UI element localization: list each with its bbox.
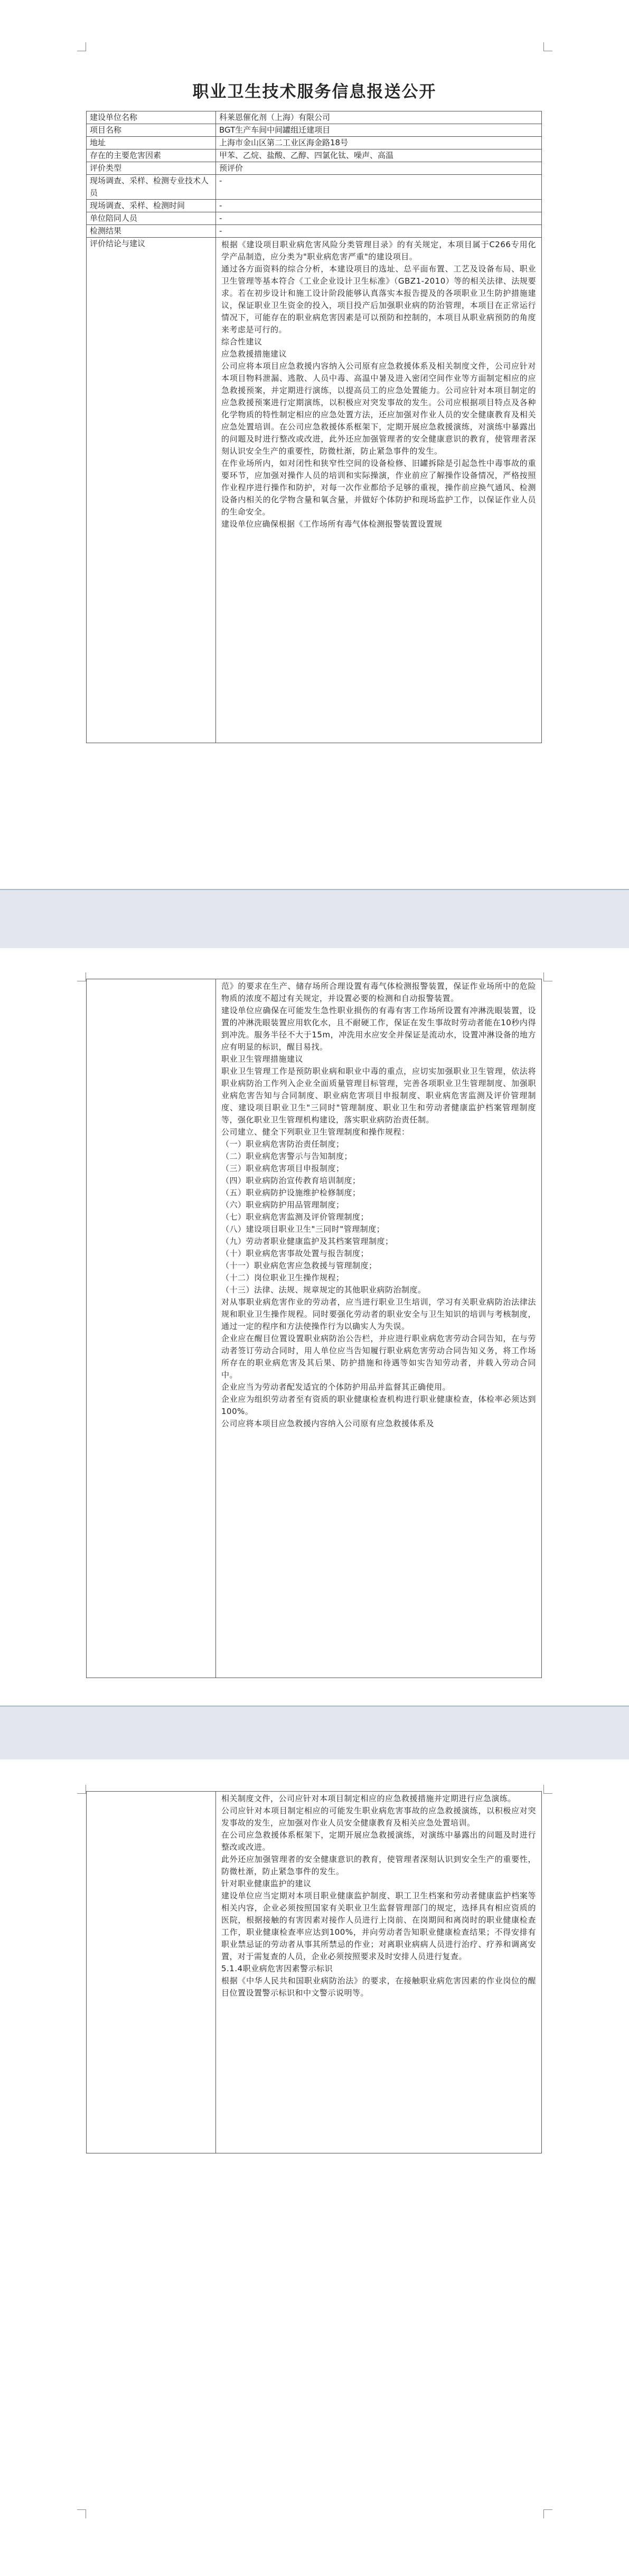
- info-value: -: [216, 200, 542, 212]
- conclusion-paragraph: （十二）岗位职业卫生操作规程；: [221, 1273, 344, 1282]
- info-value: 科莱恩催化剂（上海）有限公司: [216, 111, 542, 124]
- info-table: [86, 111, 542, 743]
- conclusion-paragraph: （三）职业病危害项目申报制度；: [221, 1164, 344, 1173]
- conclusion-paragraph: 建设单位应确保在可能发生急性职业损伤的有毒有害工作场所设置有冲淋洗眼装置，设置的冲淋洗眼装置应用软化水，且不耐硬工作，保证在发生事故时劳动者能在10秒内得到冲洗。服务半径不大于15m，冲洗用水应安全并保证是流动水，设置冲淋设备的地方应有明显的标识，醒目易找。: [221, 1006, 536, 1052]
- conclusion-paragraph: （二）职业病危害警示与告知制度；: [221, 1151, 353, 1161]
- conclusion-paragraph: 在公司应急救援体系框架下，定期开展应急救援演练，对演练中暴露出的问题及时进行整改或改进。: [221, 1830, 536, 1852]
- conclusion-paragraph: 根据《建设项目职业病危害风险分类管理目录》的有关规定，本项目属于C266专用化学产品制造，应分类为"职业病危害严重"的建设项目。: [221, 240, 536, 261]
- continuation-table-page-3: [86, 1791, 542, 2153]
- conclusion-paragraph: 建设单位应确保根据《工作场所有毒气体检测报警装置设置规: [221, 519, 443, 529]
- info-label: 存在的主要危害因素: [87, 149, 216, 162]
- info-value: 上海市金山区第二工业区海金路18号: [216, 137, 542, 149]
- conclusion-paragraph: （五）职业病防护设施维护检修制度；: [221, 1188, 361, 1197]
- info-label: 建设单位名称: [87, 111, 216, 124]
- conclusion-paragraph: 公司应将本项目应急救援内容纳入公司原有应急救援体系及相关制度文件，公司应针对本项目物料泄漏、逃散、人员中毒、高温中暑及进入密闭空间作业等方面制定相应的应急救援预案，并定期进行演练，以提高员工的应急处置能力。公司应针对本项目制定的应急救援预案进行定期演练，以积极应对突发事故的发生。公司应根据项目特点及各种化学物质的特性制定相应的应急处置方法，还应加强对作业人员的安全健康教育及相关应急处置培训。在公司应急救援体系框架下，定期开展应急救援演练，对演练中暴露出的问题及时进行整改或改进，此外还应加强管理者的安全健康意识的教育，使管理者深刻认识安全生产的重要性，防微杜渐，防止紧急事件的发生。: [221, 361, 536, 456]
- info-label: 检测结果: [87, 225, 216, 238]
- conclusion-text-page-3: [216, 1792, 542, 2153]
- info-value: -: [216, 175, 542, 200]
- conclusion-paragraph: 范》的要求在生产、储存场所合理设置有毒气体检测报警装置，保证作业场所中的危险物质的浓度不超过有关规定，并设置必要的检测和自动报警装置。: [221, 981, 536, 1003]
- conclusion-paragraph: 企业应为组织劳动者至有资质的职业健康检查机构进行职业健康检查，体检率必须达到100%。: [221, 1394, 536, 1416]
- page-gap-2: [0, 1706, 629, 1759]
- conclusion-paragraph: （一）职业病危害防治责任制度；: [221, 1139, 344, 1149]
- info-label: 单位陪同人员: [87, 212, 216, 225]
- info-label: 项目名称: [87, 124, 216, 137]
- info-value: BGT生产车间中间罐组迁建项目: [216, 124, 542, 137]
- info-value: -: [216, 212, 542, 225]
- info-value: 甲苯、乙烷、盐酸、乙醇、四氯化钛、噪声、高温: [216, 149, 542, 162]
- conclusion-paragraph: （九）劳动者职业健康监护及其档案管理制度；: [221, 1237, 393, 1246]
- info-row: [87, 111, 542, 124]
- conclusion-paragraph: （七）职业病危害监测及评价管理制度；: [221, 1212, 369, 1222]
- conclusion-paragraph: 企业应当为劳动者配发适宜的个体防护用品并监督其正确使用。: [221, 1382, 451, 1392]
- info-value: -: [216, 225, 542, 238]
- conclusion-text-page-2: [216, 979, 542, 1678]
- conclusion-paragraph: 在作业场所内，如对闭性和狭窄性空间的设备检修、旧罐拆除是引起急性中毒事故的重要环节，应加强对操作人员的培训和实际操演，作业前应了解操作设备情况，严格按照作业程序进行操作和防护，对每一次作业都给予足够的重视，操作前应换气通风、检测设备内相关的化学物含量和氧含量，并做好个体防护和现场监护工作，以保证作业人员的生命安全。: [221, 458, 536, 517]
- info-label: 地址: [87, 137, 216, 149]
- info-row: [87, 137, 542, 149]
- conclusion-paragraph: （十一）职业病危害应急救援与管理制度；: [221, 1261, 377, 1270]
- conclusion-paragraph: 综合性建议: [221, 337, 262, 346]
- document-page-3: [0, 1759, 629, 2576]
- info-row: [87, 162, 542, 175]
- conclusion-paragraph: 公司应针对本项目制定相应的可能发生职业病危害事故的应急救援演练，以积极应对突发事故的发生，应加强对作业人员安全健康教育及相关应急处置培训。: [221, 1806, 536, 1828]
- conclusion-paragraph: 对从事职业病危害作业的劳动者，应当进行职业卫生培训，学习有关职业病防治法律法规和职业卫生操作规程。同时要强化劳动者的职业安全与卫生知识的培训与考核制度，通过一定的程序和方法使操作行为以确实人为失误。: [221, 1297, 536, 1331]
- info-row: [87, 124, 542, 137]
- conclusion-paragraph: （六）职业病防护用品管理制度；: [221, 1200, 344, 1210]
- conclusion-paragraph: （八）建设项目职业卫生"三同时"管理制度；: [221, 1224, 385, 1234]
- info-row: [87, 225, 542, 238]
- conclusion-paragraph: 针对职业健康监护的建议: [221, 1879, 312, 1888]
- empty-label-cell: [87, 1792, 216, 2153]
- conclusion-paragraph: 此外还应加强管理者的安全健康意识的教育，使管理者深刻认识到安全生产的重要性，防微杜渐，防止紧急事件的发生。: [221, 1854, 536, 1876]
- document-title: 职业卫生技术服务信息报送公开: [192, 82, 437, 101]
- info-row: [87, 175, 542, 200]
- conclusion-paragraph: （十）职业病危害事故处置与报告制度；: [221, 1249, 369, 1258]
- info-row: [87, 200, 542, 212]
- info-label: 现场调查、采样、检测专业技术人员: [87, 175, 216, 200]
- conclusion-paragraph: 职业卫生管理措施建议: [221, 1054, 304, 1064]
- page-gap-1: [0, 889, 629, 948]
- conclusion-paragraph: 建设单位应当定期对本项目职业健康监护制度、职工卫生档案和劳动者健康监护档案等相关内容，企业必须按照国家有关职业卫生监督管理部门的规定，选择具有相应资质的医院，根据接触的有害因素对接作人员进行上岗前、在岗期间和离岗时的职业健康检查工作，职业健康检查率应达到100%，并向劳动者告知职业健康检查结果；不得安排有职业禁忌证的劳动者从事其所禁忌的作业；对离职业病病人员进行治疗、疗养和调离安置，对于需复查的人员，企业必须按照要求及时安排人员进行复查。: [221, 1891, 536, 1961]
- conclusion-paragraph: 公司应将本项目应急救援内容纳入公司原有应急救援体系及: [221, 1419, 435, 1428]
- conclusion-paragraph: 5.1.4职业病危害因素警示标识: [221, 1964, 333, 1973]
- conclusion-paragraph: （十三）法律、法规、规章规定的其他职业病防治制度。: [221, 1285, 426, 1295]
- conclusion-paragraph: （四）职业病防治宣传教育培训制度；: [221, 1176, 361, 1185]
- empty-label-cell: [87, 979, 216, 1678]
- conclusion-paragraph: 相关制度文件，公司应针对本项目制定相应的应急救援措施并定期进行应急演练。: [221, 1794, 517, 1803]
- conclusion-row: [87, 238, 542, 743]
- conclusion-label: 评价结论与建议: [87, 238, 216, 743]
- document-page-2: [0, 948, 629, 1706]
- conclusion-paragraph: 应急救援措施建议: [221, 349, 287, 359]
- info-value: 预评价: [216, 162, 542, 175]
- conclusion-paragraph: 企业应在醒目位置设置职业病防治公告栏，并应进行职业病危害劳动合同告知，在与劳动者签订劳动合同时，用人单位应当告知履行职业病危害劳动合同告知义务，将工作场所存在的职业病危害及其后果、防护措施和待遇等如实告知劳动者，并载入劳动合同中。: [221, 1334, 536, 1380]
- conclusion-paragraph: 职业卫生管理工作是预防职业病和职业中毒的重点，应切实加强职业卫生管理，依法将职业病防治工作列入企业全面质量管理目标管理，完善各项职业卫生管理制度、加强职业病危害告知与合同制度、职业病危害项目申报制度、职业病危害监测及评价管理制度、建设项目职业卫生"三同时"管理制度、职业卫生和劳动者健康监护档案管理制度等，强化职业卫生管理机构建设，落实职业病防治责任制。: [221, 1066, 536, 1125]
- info-label: 现场调查、采样、检测时间: [87, 200, 216, 212]
- document-page-1: [0, 0, 629, 889]
- conclusion-paragraph: 通过各方面资料的综合分析，本建设项目的选址、总平面布置、工艺及设备布局、职业卫生管理等基本符合《工业企业设计卫生标准》（GBZ1-2010）等的相关法律、法规要求。若在初步设计和施工设计阶段能够认真落实本报告提及的各项职业卫生防护措施建议，保证职业卫生资金的投入，项目投产后加强职业病的防治管理，本项目在正常运行情况下，可能存在的职业病危害因素是可以预防和控制的，本项目从职业病预防的角度来考虑是可行的。: [221, 264, 536, 334]
- info-row: [87, 212, 542, 225]
- continuation-table-page-2: [86, 979, 542, 1678]
- conclusion-text-page-1: [216, 238, 542, 743]
- conclusion-paragraph: 公司建立、健全下列职业卫生管理制度和操作规程：: [221, 1127, 410, 1137]
- info-label: 评价类型: [87, 162, 216, 175]
- info-row: [87, 149, 542, 162]
- conclusion-paragraph: 根据《中华人民共和国职业病防治法》的要求，在接触职业病危害因素的作业岗位的醒目位置设置警示标识和中文警示说明等。: [221, 1976, 536, 1998]
